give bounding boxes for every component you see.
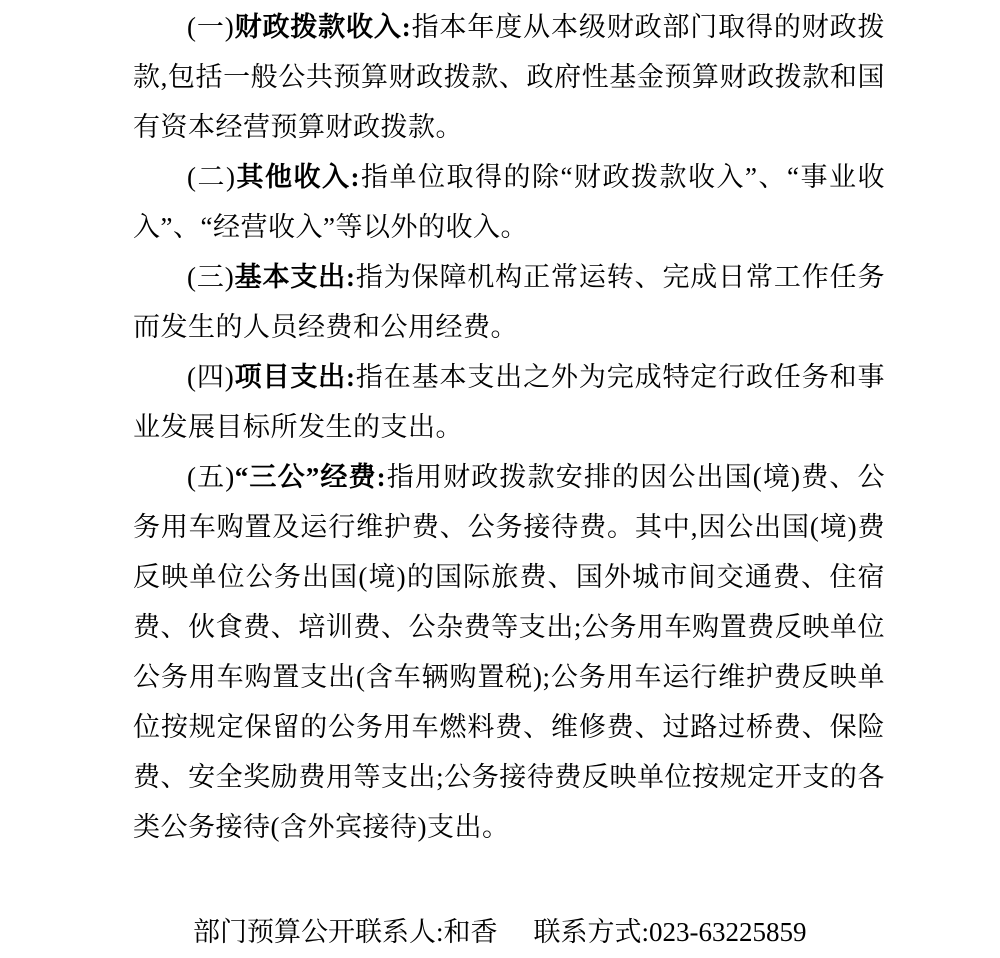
definition-paragraph-project-expenditure <box>133 352 885 452</box>
paragraph-body: 指用财政拨款安排的因公出国(境)费、公务用车购置及运行维护费、公务接待费。其中,因公出国(境)费反映单位公务出国(境)的国际旅费、国外城市间交通费、住宿费、伙食费、培训费、公杂费等支出;公务用车购置费反映单位公务用车购置支出(含车辆购置税);公务用车运行维护费反映单位按规定保留的公务用车燃料费、维修费、过路过桥费、保险费、安全奖励费用等支出;公务接待费反映单位按规定开支的各类公务接待(含外宾接待)支出。 <box>133 462 885 842</box>
definition-paragraph-fiscal-appropriation-income <box>133 2 885 152</box>
paragraph-term: 项目支出: <box>234 362 356 392</box>
definition-paragraph-other-income <box>133 152 885 252</box>
paragraph-number: (三) <box>187 262 235 292</box>
paragraph-number: (四) <box>187 362 235 392</box>
paragraph-number: (五) <box>187 462 235 492</box>
paragraph-body: 指本年度从本级财政部门取得的财政拨款,包括一般公共预算财政拨款、政府性基金预算财政拨款和国有资本经营预算财政拨款。 <box>133 12 886 142</box>
paragraph-body: 指单位取得的除“财政拨款收入”、“事业收入”、“经营收入”等以外的收入。 <box>133 162 886 242</box>
paragraph-body: 指在基本支出之外为完成特定行政任务和事业发展目标所发生的支出。 <box>133 362 885 442</box>
paragraph-term: 其他收入: <box>235 162 361 192</box>
paragraph-number: (二) <box>187 162 236 192</box>
definition-paragraph-basic-expenditure <box>133 252 885 352</box>
footer-contact-person: 部门预算公开联系人:和香 <box>193 917 498 947</box>
footer-contact-line <box>133 907 885 957</box>
paragraph-term: “三公”经费: <box>234 462 387 492</box>
paragraph-body: 指为保障机构正常运转、完成日常工作任务而发生的人员经费和公用经费。 <box>133 262 885 342</box>
paragraph-term: 基本支出: <box>234 262 356 292</box>
paragraph-term: 财政拨款收入: <box>234 12 412 42</box>
footer-contact-phone: 联系方式:023-63225859 <box>533 917 807 947</box>
definition-paragraph-three-public-expenses <box>133 452 885 852</box>
paragraph-number: (一) <box>187 12 235 42</box>
